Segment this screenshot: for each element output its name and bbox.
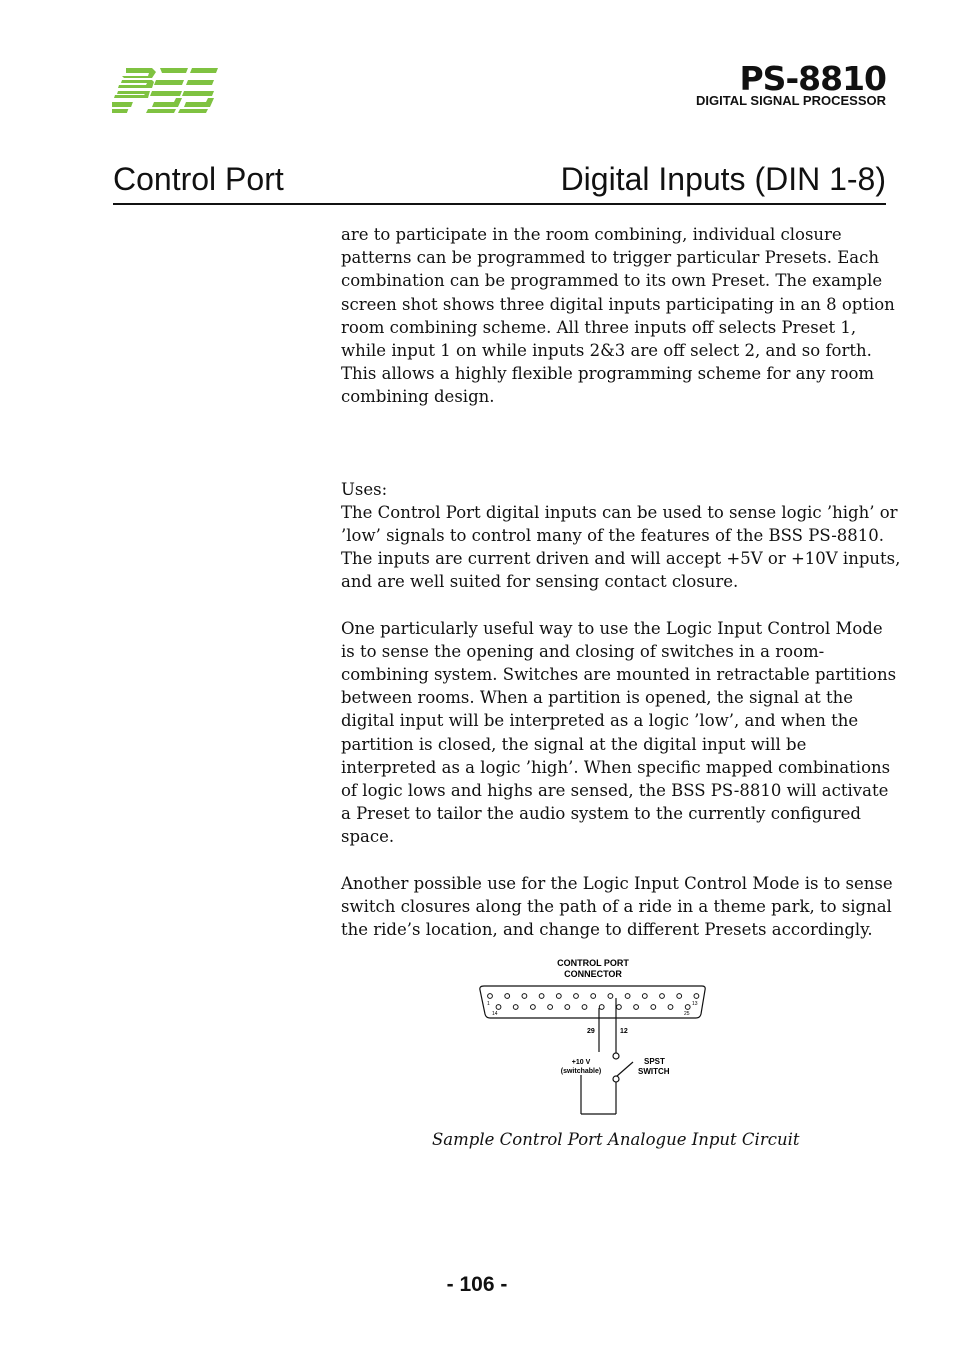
switch-label-1: SPST [644, 1057, 665, 1066]
connector-pin-bottom [548, 1005, 553, 1010]
connector-pin-bottom [668, 1005, 673, 1010]
connector-pin-top [660, 994, 665, 999]
connector-pin-bottom [496, 1005, 501, 1010]
switch-lever [617, 1062, 633, 1076]
paragraph-2: The Control Port digital inputs can be used to sense logic ’high’ or ’low’ signals to control many of the features of the BSS PS-8810. The inputs are current driven and will accept +5V or +10V inputs, and are well suited for sensing contact closure. [341, 502, 901, 592]
connector-pin-top [574, 994, 579, 999]
section-title-left: Control Port [113, 161, 284, 197]
pin-label-13: 13 [692, 1001, 698, 1007]
connector-pin-bottom [651, 1005, 656, 1010]
section-title-right: Digital Inputs (DIN 1-8) [560, 161, 886, 197]
switch-terminal-top [613, 1053, 619, 1059]
product-name: PS-8810 [739, 59, 886, 98]
pin-label-14: 14 [492, 1011, 498, 1017]
connector-shell [480, 986, 705, 1018]
pin-label-25: 25 [684, 1011, 690, 1017]
connector-pin-bottom [617, 1005, 622, 1010]
diagram-title-2: CONNECTOR [564, 969, 622, 979]
page-number: - 106 - [446, 1273, 508, 1296]
connector-pin-top [505, 994, 510, 999]
diagram-title-1: CONTROL PORT [557, 958, 629, 968]
connector-pin-top [694, 994, 699, 999]
body-text [341, 223, 901, 941]
pin-label-29: 29 [587, 1028, 595, 1035]
connector-pin-top [539, 994, 544, 999]
product-subtitle: DIGITAL SIGNAL PROCESSOR [696, 93, 886, 108]
connector-pin-top [625, 994, 630, 999]
connector-pin-bottom [685, 1005, 690, 1010]
pin-label-1: 1 [487, 1001, 490, 1007]
paragraph-3: One particularly useful way to use the Logic Input Control Mode is to sense the opening and closing of switches in a room-combining system. Switches are mounted in retractable partitions between rooms. When a partition is opened, the signal at the digital input will be interpreted as a logic ’low’, and when the partition is closed, the signal at the digital input will be interpreted as a logic ’high’. When specific mapped combinations of logic lows and highs are sensed, the BSS PS-8810 will activate a Preset to tailor the audio system to the currently configured space. [341, 618, 897, 847]
connector-pin-top [677, 994, 682, 999]
connector-pin-bottom [531, 1005, 536, 1010]
connector-pin-bottom [634, 1005, 639, 1010]
switch-label-2: SWITCH [638, 1067, 670, 1076]
product-header [696, 59, 886, 108]
voltage-sub-label: (switchable) [560, 1068, 602, 1075]
connector-pin-top [608, 994, 613, 999]
connector-pin-bottom [513, 1005, 518, 1010]
figure-caption: Sample Control Port Analogue Input Circuit [432, 1130, 800, 1149]
connector-pin-top [556, 994, 561, 999]
voltage-label: +10 V [571, 1059, 591, 1066]
header-rule [113, 203, 886, 205]
switch-terminal-bottom [613, 1076, 619, 1082]
connector-pin-bottom [582, 1005, 587, 1010]
bss-logo [112, 66, 218, 114]
pin-label-12: 12 [620, 1028, 628, 1035]
paragraph-4: Another possible use for the Logic Input Control Mode is to sense switch closures along the path of a ride in a theme park, to signal the ride’s location, and change to different Presets accordingly. [341, 873, 893, 940]
connector-pin-top [522, 994, 527, 999]
connector-pin-top [591, 994, 596, 999]
control-port-diagram [470, 952, 720, 1122]
connector-pin-bottom [599, 1005, 604, 1010]
connector-pin-top [642, 994, 647, 999]
paragraph-1: are to participate in the room combining, individual closure patterns can be programmed to trigger particular Presets. Each combination can be programmed to its own Preset. The example screen shot shows three digital inputs participating in an 8 option room combining scheme. All three inputs off selects Preset 1, while input 1 on while inputs 2&3 are off select 2, and so forth. This allows a highly flexible programming scheme for any room combining design. [341, 225, 895, 407]
connector-pin-top [488, 994, 493, 999]
uses-label: Uses: [341, 479, 388, 499]
connector-pin-bottom [565, 1005, 570, 1010]
